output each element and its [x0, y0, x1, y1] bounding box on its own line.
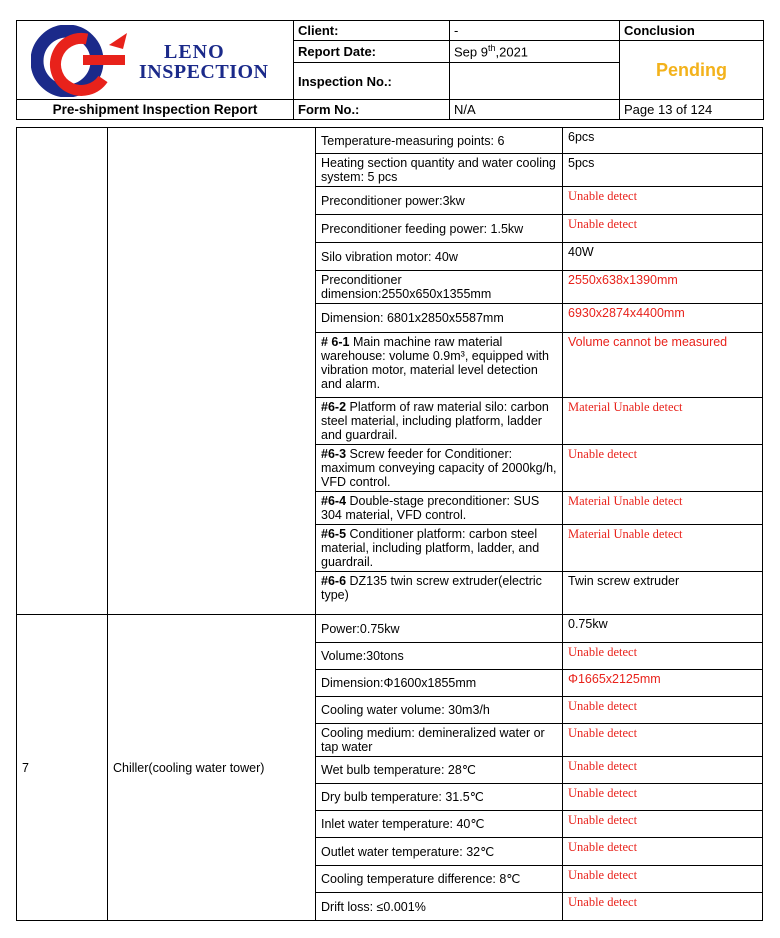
spec-text: Dimension: 6801x2850x5587mm — [321, 311, 504, 325]
result-cell: Unable detect — [563, 697, 763, 724]
result-cell: Unable detect — [563, 445, 763, 492]
spec-cell — [316, 271, 563, 304]
spec-cell — [316, 215, 563, 243]
spec-text: Drift loss: ≤0.001% — [321, 899, 426, 914]
spec-cell — [316, 866, 563, 893]
leno-logo-icon — [31, 25, 131, 97]
spec-code: #6-3 — [321, 447, 347, 461]
spec-text: Dry bulb temperature: 31.5℃ — [321, 790, 484, 804]
form-no-value: N/A — [450, 100, 620, 120]
item-name: Chiller(cooling water tower) — [108, 615, 316, 921]
spec-text: Wet bulb temperature: 28℃ — [321, 763, 476, 777]
report-date-label: Report Date: — [294, 41, 450, 63]
spec-text: Cooling water volume: 30m3/h — [321, 703, 490, 717]
spec-cell — [316, 670, 563, 697]
page-info: Page 13 of 124 — [620, 100, 764, 120]
spec-text: Heating section quantity and water cooling system: 5 pcs — [321, 156, 556, 184]
spec-cell — [316, 333, 563, 398]
result-cell: Material Unable detect — [563, 398, 763, 445]
result-cell: Twin screw extruder — [563, 572, 763, 615]
spec-cell — [316, 697, 563, 724]
result-cell: Φ1665x2125mm — [563, 670, 763, 697]
spec-cell — [316, 572, 563, 615]
spec-text: Power:0.75kw — [321, 621, 400, 636]
logo-text-inspection: INSPECTION — [139, 61, 269, 83]
item-number — [17, 128, 108, 615]
spec-cell — [316, 398, 563, 445]
spec-cell — [316, 615, 563, 643]
company-logo-cell — [17, 21, 294, 100]
spec-text: Temperature-measuring points: 6 — [321, 133, 505, 148]
result-cell: Unable detect — [563, 811, 763, 838]
spec-text: Volume:30tons — [321, 649, 404, 663]
spec-text: Cooling temperature difference: 8℃ — [321, 872, 521, 886]
spec-code: # 6-1 — [321, 335, 350, 349]
table-row — [17, 128, 763, 154]
spec-cell — [316, 187, 563, 215]
spec-text: Preconditioner feeding power: 1.5kw — [321, 221, 524, 236]
spec-cell — [316, 154, 563, 187]
result-cell: Unable detect — [563, 724, 763, 757]
spec-cell — [316, 757, 563, 784]
result-cell: 5pcs — [563, 154, 763, 187]
spec-cell — [316, 811, 563, 838]
spec-code: #6-2 — [321, 400, 347, 414]
spec-text: Inlet water temperature: 40℃ — [321, 817, 485, 831]
form-no-label: Form No.: — [294, 100, 450, 120]
spec-text: Platform of raw material silo: carbon steel material, including platform, ladder and guardrail. — [321, 400, 549, 442]
result-cell: 6pcs — [563, 128, 763, 154]
spec-text: Main machine raw material warehouse: volume 0.9m³, equipped with vibration motor, material level detection and alarm. — [321, 335, 549, 391]
spec-text: Cooling medium: demineralized water or tap water — [321, 726, 545, 754]
report-header — [16, 20, 764, 120]
spec-text: Screw feeder for Conditioner: maximum conveying capacity of 2000kg/h, VFD control. — [321, 447, 557, 489]
result-cell: Unable detect — [563, 643, 763, 670]
table-row — [17, 615, 763, 643]
result-cell: 40W — [563, 243, 763, 271]
spec-cell — [316, 784, 563, 811]
spec-cell — [316, 724, 563, 757]
spec-cell — [316, 492, 563, 525]
result-cell: Unable detect — [563, 866, 763, 893]
logo-text-leno: LENO — [164, 41, 225, 63]
conclusion-label: Conclusion — [620, 21, 764, 41]
spec-cell — [316, 838, 563, 866]
spec-cell — [316, 445, 563, 492]
client-value: - — [450, 21, 620, 41]
result-cell: Unable detect — [563, 893, 763, 921]
item-number: 7 — [17, 615, 108, 921]
spec-code: #6-6 — [321, 574, 347, 588]
spec-text: DZ135 twin screw extruder(electric type) — [321, 574, 542, 602]
spec-text: Conditioner platform: carbon steel material, including platform, ladder, and guardrail. — [321, 527, 540, 569]
spec-code: #6-5 — [321, 527, 347, 541]
spec-code: #6-4 — [321, 494, 347, 508]
result-cell: Unable detect — [563, 215, 763, 243]
result-cell: Material Unable detect — [563, 525, 763, 572]
result-cell: Unable detect — [563, 187, 763, 215]
spec-text: Silo vibration motor: 40w — [321, 249, 458, 264]
spec-cell — [316, 525, 563, 572]
result-cell: Unable detect — [563, 757, 763, 784]
spec-cell — [316, 893, 563, 921]
result-cell: Unable detect — [563, 838, 763, 866]
spec-cell — [316, 128, 563, 154]
spec-cell — [316, 643, 563, 670]
spec-text: Preconditioner power:3kw — [321, 193, 465, 208]
result-cell: 6930x2874x4400mm — [563, 304, 763, 333]
result-cell: Volume cannot be measured — [563, 333, 763, 398]
spec-text: Preconditioner dimension:2550x650x1355mm — [321, 273, 492, 301]
spec-cell — [316, 243, 563, 271]
spec-cell — [316, 304, 563, 333]
spec-text: Dimension:Φ1600x1855mm — [321, 676, 477, 690]
spec-text: Outlet water temperature: 32℃ — [321, 844, 495, 859]
result-cell: Unable detect — [563, 784, 763, 811]
result-cell: 2550x638x1390mm — [563, 271, 763, 304]
report-date-value: Sep 9th,2021 — [450, 41, 620, 63]
report-title: Pre-shipment Inspection Report — [17, 100, 294, 120]
item-name — [108, 128, 316, 615]
result-cell: 0.75kw — [563, 615, 763, 643]
inspection-no-value — [450, 63, 620, 100]
result-cell: Material Unable detect — [563, 492, 763, 525]
inspection-no-label: Inspection No.: — [294, 63, 450, 100]
spec-text: Double-stage preconditioner: SUS 304 material, VFD control. — [321, 494, 540, 522]
client-label: Client: — [294, 21, 450, 41]
inspection-table — [16, 127, 763, 921]
conclusion-status: Pending — [620, 41, 764, 100]
